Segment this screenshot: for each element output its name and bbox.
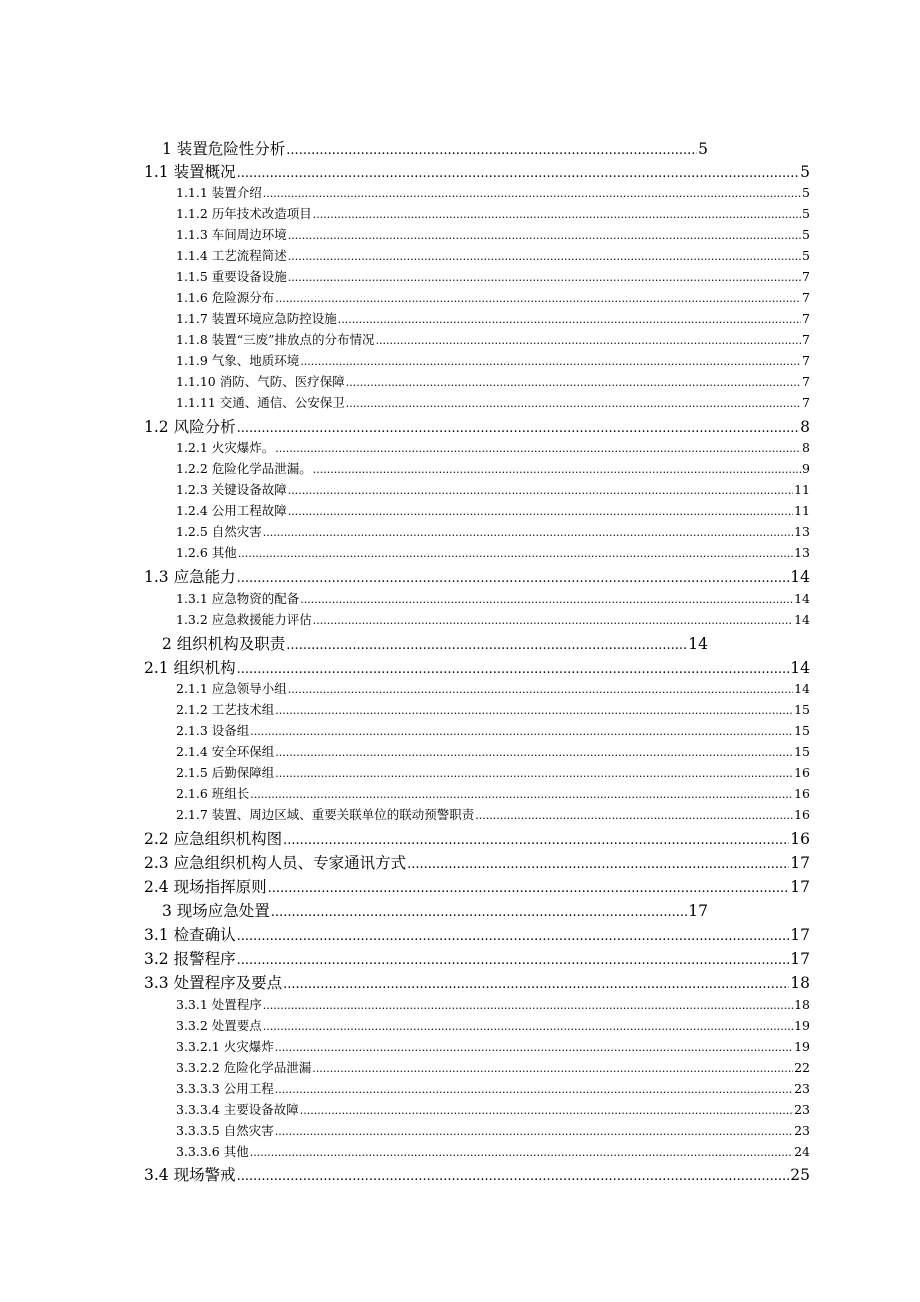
dot-leader [288, 482, 793, 497]
toc-entry[interactable] [162, 899, 708, 921]
dot-leader [300, 353, 801, 368]
toc-entry[interactable] [176, 543, 810, 563]
toc-entry-page: 7 [802, 395, 810, 410]
toc-entry-label: 2.1.5 后勤保障组 [176, 765, 275, 780]
dot-leader [313, 461, 801, 476]
toc-entry[interactable] [176, 351, 810, 371]
dot-leader [250, 723, 793, 738]
toc-entry[interactable] [144, 827, 810, 849]
toc-entry-page: 23 [794, 1081, 810, 1096]
toc-entry[interactable] [176, 1016, 810, 1036]
toc-entry-label: 2.1.3 设备组 [176, 723, 250, 738]
toc-entry-page: 17 [688, 902, 708, 920]
toc-entry-page: 9 [802, 461, 810, 476]
dot-leader [263, 185, 801, 200]
toc-entry[interactable] [144, 875, 810, 897]
toc-entry[interactable] [176, 288, 810, 308]
toc-entry-label: 2 组织机构及职责 [162, 635, 286, 653]
toc-entry-label: 3.3 处置程序及要点 [144, 974, 283, 992]
toc-entry-page: 11 [794, 482, 810, 497]
dot-leader [268, 878, 790, 896]
toc-entry-label: 1.2.5 自然灾害 [176, 524, 262, 539]
toc-entry-page: 15 [794, 723, 810, 738]
toc-entry[interactable] [176, 805, 810, 825]
toc-entry-page: 14 [790, 659, 810, 677]
dot-leader [275, 765, 793, 780]
toc-entry-label: 1.1 装置概况 [144, 163, 236, 181]
toc-entry-label: 2.1.4 安全环保组 [176, 744, 275, 759]
dot-leader [286, 635, 687, 653]
dot-leader [407, 854, 789, 872]
toc-entry[interactable] [176, 679, 810, 699]
toc-entry-page: 15 [794, 744, 810, 759]
toc-entry-label: 3.3.2 处置要点 [176, 1018, 262, 1033]
toc-entry-label: 1.2 风险分析 [144, 418, 236, 436]
toc-entry[interactable] [144, 656, 810, 678]
toc-entry-label: 1.1.6 危险源分布 [176, 290, 275, 305]
toc-entry[interactable] [144, 947, 810, 969]
toc-entry[interactable] [176, 393, 810, 413]
toc-entry[interactable] [176, 267, 810, 287]
toc-entry-label: 3.3.3.6 其他 [176, 1144, 249, 1159]
toc-entry-page: 15 [794, 702, 810, 717]
toc-entry[interactable] [176, 1058, 810, 1078]
dot-leader [286, 140, 697, 158]
toc-entry-page: 5 [698, 140, 708, 158]
toc-entry-page: 7 [802, 332, 810, 347]
toc-entry-page: 14 [794, 681, 810, 696]
toc-entry-page: 16 [794, 765, 810, 780]
toc-entry-label: 3.4 现场警戒 [144, 1166, 236, 1184]
toc-entry-page: 25 [790, 1166, 810, 1184]
toc-entry-label: 3.3.2.1 火灾爆炸 [176, 1039, 274, 1054]
dot-leader [288, 681, 793, 696]
dot-leader [376, 332, 801, 347]
toc-entry-label: 1.1.1 装置介绍 [176, 185, 262, 200]
toc-entry-label: 2.1 组织机构 [144, 659, 236, 677]
toc-entry-label: 1.1.8 装置“三废”排放点的分布情况 [176, 332, 375, 347]
toc-entry[interactable] [144, 160, 810, 182]
toc-entry[interactable] [176, 522, 810, 542]
toc-entry-page: 5 [802, 248, 810, 263]
toc-entry[interactable] [162, 632, 708, 654]
toc-entry-page: 17 [790, 854, 810, 872]
toc-entry-page: 16 [790, 830, 810, 848]
toc-entry[interactable] [176, 501, 810, 521]
toc-entry-page: 17 [790, 926, 810, 944]
toc-entry-label: 2.4 现场指挥原则 [144, 878, 267, 896]
toc-entry-page: 8 [802, 440, 810, 455]
dot-leader [237, 950, 790, 968]
toc-entry[interactable] [176, 1142, 810, 1162]
toc-entry[interactable] [176, 372, 810, 392]
dot-leader [338, 311, 801, 326]
toc-entry-label: 3.3.3.3 公用工程 [176, 1081, 274, 1096]
toc-entry-label: 1.1.4 工艺流程简述 [176, 248, 287, 263]
toc-entry-page: 18 [794, 997, 810, 1012]
dot-leader [288, 503, 793, 518]
dot-leader [346, 395, 801, 410]
dot-leader [313, 612, 793, 627]
dot-leader [288, 269, 801, 284]
toc-entry[interactable] [176, 1079, 810, 1099]
toc-entry-label: 1.1.3 车间周边环境 [176, 227, 287, 242]
toc-entry[interactable] [162, 137, 708, 159]
toc-entry-page: 14 [688, 635, 708, 653]
dot-leader [263, 1018, 793, 1033]
dot-leader [283, 974, 789, 992]
toc-entry[interactable] [176, 721, 810, 741]
dot-leader [300, 591, 793, 606]
toc-entry-page: 5 [802, 185, 810, 200]
toc-entry[interactable] [176, 1121, 810, 1141]
toc-entry-page: 11 [794, 503, 810, 518]
toc-entry-label: 3.3.2.2 危险化学品泄漏 [176, 1060, 312, 1075]
dot-leader [346, 374, 801, 389]
dot-leader [238, 545, 793, 560]
toc-entry[interactable] [176, 183, 810, 203]
dot-leader [275, 1081, 793, 1096]
dot-leader [275, 1039, 793, 1054]
toc-entry[interactable] [176, 589, 810, 609]
dot-leader [275, 702, 793, 717]
dot-leader [271, 902, 687, 920]
toc-entry-page: 14 [794, 591, 810, 606]
toc-entry-page: 7 [802, 269, 810, 284]
toc-entry-label: 1.1.5 重要设备设施 [176, 269, 287, 284]
toc-entry-page: 14 [790, 568, 810, 586]
toc-entry-label: 2.3 应急组织机构人员、专家通讯方式 [144, 854, 407, 872]
toc-entry-label: 2.1.7 装置、周边区域、重要关联单位的联动预警职责 [176, 807, 475, 822]
toc-entry-label: 2.1.2 工艺技术组 [176, 702, 275, 717]
toc-entry-page: 18 [790, 974, 810, 992]
toc-entry-page: 5 [800, 163, 810, 181]
dot-leader [237, 926, 790, 944]
dot-leader [237, 1166, 790, 1184]
toc-entry-label: 3.2 报警程序 [144, 950, 236, 968]
toc-entry-page: 24 [794, 1144, 810, 1159]
toc-entry[interactable] [176, 246, 810, 266]
toc-entry-page: 16 [794, 807, 810, 822]
dot-leader [288, 227, 801, 242]
toc-entry-page: 7 [802, 353, 810, 368]
toc-entry[interactable] [144, 565, 810, 587]
toc-entry-page: 19 [794, 1039, 810, 1054]
toc-entry-label: 1.2.1 火灾爆炸。 [176, 440, 275, 455]
toc-entry-label: 3 现场应急处置 [162, 902, 270, 920]
toc-entry-label: 3.3.3.4 主要设备故障 [176, 1102, 299, 1117]
toc-entry-label: 1.2.2 危险化学品泄漏。 [176, 461, 312, 476]
toc-entry-page: 17 [790, 878, 810, 896]
toc-entry-label: 3.3.3.5 自然灾害 [176, 1123, 274, 1138]
dot-leader [237, 568, 790, 586]
dot-leader [237, 418, 800, 436]
toc-entry-page: 14 [794, 612, 810, 627]
toc-entry-label: 1.1.9 气象、地质环境 [176, 353, 300, 368]
toc-entry[interactable] [144, 923, 810, 945]
toc-entry-label: 1.3 应急能力 [144, 568, 236, 586]
toc-entry-label: 1.1.7 装置环境应急防控设施 [176, 311, 337, 326]
toc-entry-page: 23 [794, 1102, 810, 1117]
toc-entry-label: 2.1.1 应急领导小组 [176, 681, 287, 696]
toc-entry-page: 13 [794, 545, 810, 560]
toc-entry[interactable] [176, 204, 810, 224]
toc-entry-label: 1.3.2 应急救援能力评估 [176, 612, 312, 627]
dot-leader [237, 659, 790, 677]
toc-entry[interactable] [176, 1100, 810, 1120]
toc-entry-page: 8 [800, 418, 810, 436]
toc-entry-label: 1.1.10 消防、气防、医疗保障 [176, 374, 345, 389]
dot-leader [275, 440, 801, 455]
dot-leader [250, 1144, 793, 1159]
dot-leader [313, 206, 801, 221]
toc-entry[interactable] [176, 763, 810, 783]
toc-entry[interactable] [144, 1163, 810, 1185]
dot-leader [263, 997, 793, 1012]
toc-entry-label: 1 装置危险性分析 [162, 140, 286, 158]
toc-entry[interactable] [176, 610, 810, 630]
toc-entry[interactable] [176, 438, 810, 458]
toc-entry-page: 5 [802, 227, 810, 242]
dot-leader [475, 807, 793, 822]
toc-entry-page: 5 [802, 206, 810, 221]
toc-entry[interactable] [176, 700, 810, 720]
toc-entry[interactable] [176, 784, 810, 804]
dot-leader [288, 248, 801, 263]
toc-entry-label: 2.1.6 班组长 [176, 786, 250, 801]
toc-entry-label: 1.1.2 历年技术改造项目 [176, 206, 312, 221]
toc-entry[interactable] [176, 459, 810, 479]
dot-leader [312, 1060, 793, 1075]
toc-entry-label: 1.1.11 交通、通信、公安保卫 [176, 395, 345, 410]
dot-leader [250, 786, 793, 801]
toc-entry[interactable] [176, 309, 810, 329]
toc-entry-page: 19 [794, 1018, 810, 1033]
toc-entry[interactable] [176, 742, 810, 762]
dot-leader [283, 830, 789, 848]
dot-leader [237, 163, 800, 181]
toc-entry-label: 3.3.1 处置程序 [176, 997, 262, 1012]
toc-entry-label: 1.2.4 公用工程故障 [176, 503, 287, 518]
toc-entry[interactable] [176, 480, 810, 500]
toc-entry-page: 7 [802, 311, 810, 326]
toc-entry-page: 23 [794, 1123, 810, 1138]
dot-leader [300, 1102, 793, 1117]
toc-entry-page: 17 [790, 950, 810, 968]
toc-entry-page: 22 [794, 1060, 810, 1075]
dot-leader [263, 524, 793, 539]
toc-entry[interactable] [176, 330, 810, 350]
dot-leader [275, 1123, 793, 1138]
toc-entry[interactable] [144, 971, 810, 993]
toc-entry[interactable] [144, 415, 810, 437]
toc-entry-page: 13 [794, 524, 810, 539]
toc-entry[interactable] [176, 1037, 810, 1057]
toc-entry-page: 7 [802, 290, 810, 305]
toc-entry-label: 3.1 检查确认 [144, 926, 236, 944]
toc-entry-label: 2.2 应急组织机构图 [144, 830, 283, 848]
dot-leader [275, 744, 793, 759]
toc-entry-page: 16 [794, 786, 810, 801]
toc-entry-label: 1.2.3 关键设备故障 [176, 482, 287, 497]
toc-entry[interactable] [144, 851, 810, 873]
toc-entry[interactable] [176, 995, 810, 1015]
toc-entry[interactable] [176, 225, 810, 245]
toc-entry-page: 7 [802, 374, 810, 389]
toc-entry-label: 1.3.1 应急物资的配备 [176, 591, 300, 606]
toc-entry-label: 1.2.6 其他 [176, 545, 237, 560]
dot-leader [275, 290, 801, 305]
